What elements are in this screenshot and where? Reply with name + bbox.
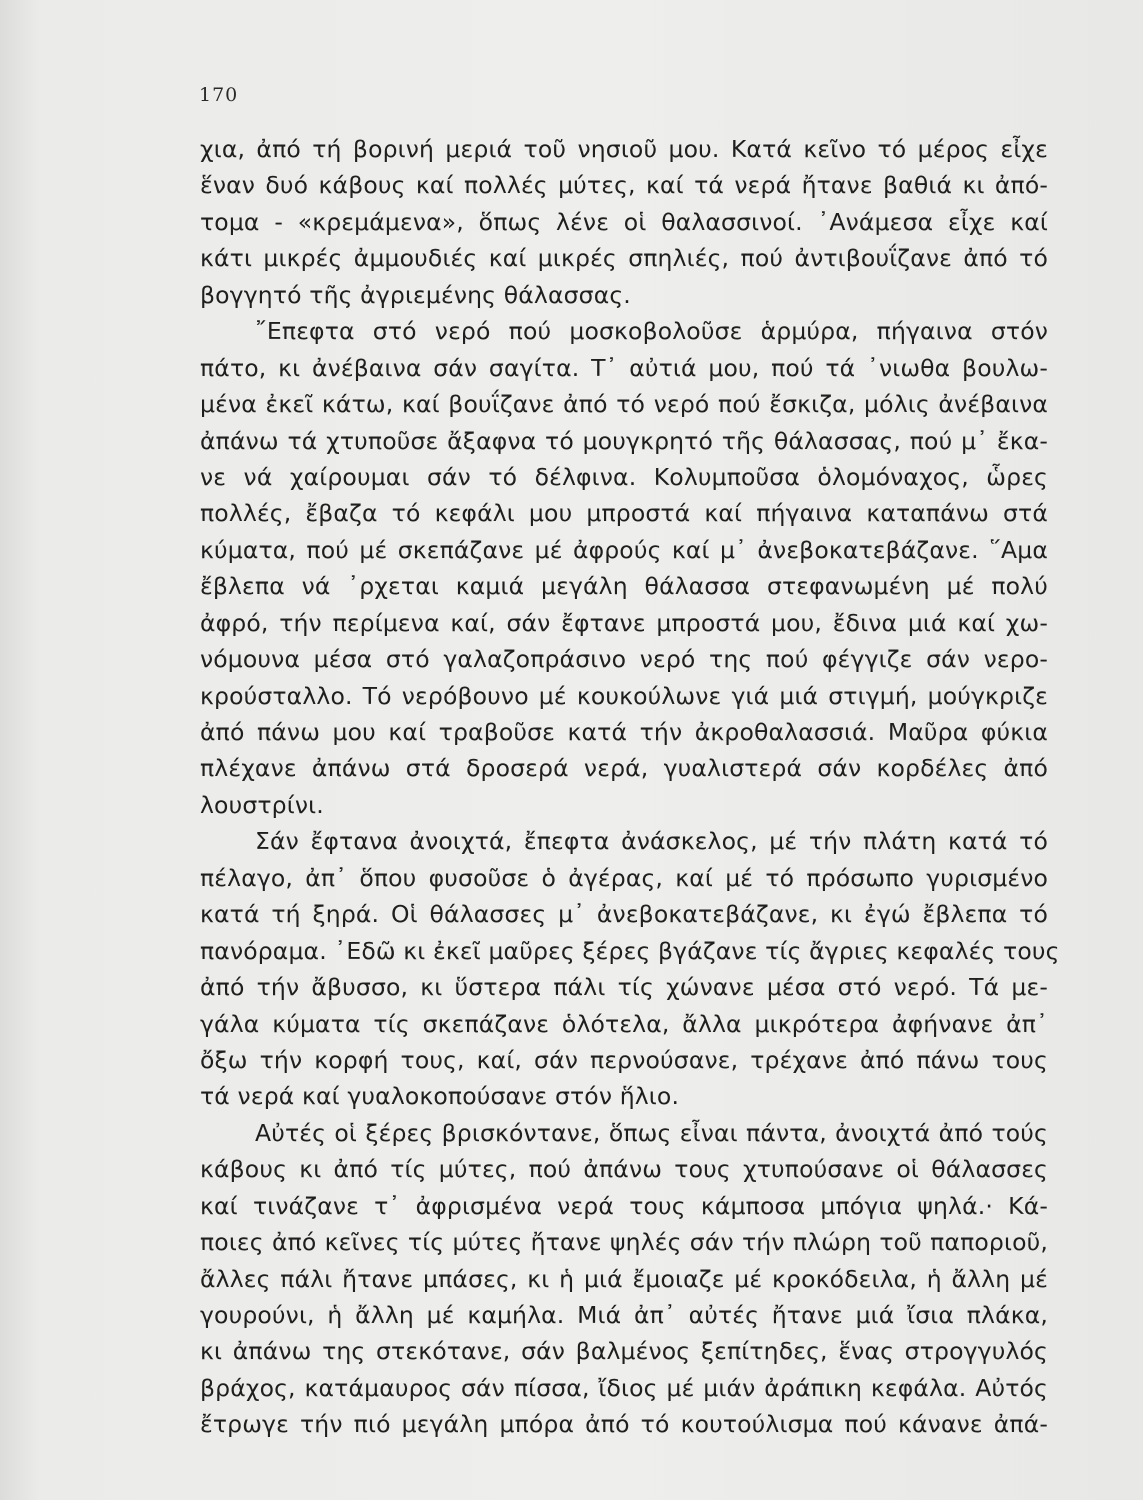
text-line: μένα ἐκεῖ κάτω, καί βουΐζανε ἀπό τό νερό πού ἔσκιζα, μόλις ἀνέβαινα: [200, 390, 1048, 419]
text-line: ἀπό πάνω μου καί τραβοῦσε κατά τήν ἀκροθαλασσιά. Μαῦρα φύκια: [200, 718, 1048, 746]
text-line: κύματα, πού μέ σκεπάζανε μέ ἀφρούς καί μ᾿ ἀνεβοκατεβάζανε. ῞Αμα: [200, 535, 1048, 564]
text-line: κάβους κι ἀπό τίς μύτες, πού ἀπάνω τους χτυπούσανε οἱ θάλασσες: [200, 1155, 1048, 1184]
text-line: ῎Επεφτα στό νερό πού μοσκοβολοῦσε ἁρμύρα, πήγαινα στόν: [255, 317, 1048, 346]
text-line: κάτι μικρές ἀμμουδιές καί μικρές σπηλιές, πού ἀντιβουΐζανε ἀπό τό: [200, 244, 1048, 273]
text-line: τομα - «κρεμάμενα», ὅπως λένε οἱ θαλασσινοί. ᾿Ανάμεσα εἶχε καί: [200, 207, 1048, 236]
text-line: ἀφρό, τήν περίμενα καί, σάν ἔφτανε μπροστά μου, ἔδινα μιά καί χω-: [200, 608, 1048, 637]
text-line: λουστρίνι.: [200, 790, 324, 819]
text-line: ποιες ἀπό κεῖνες τίς μύτες ἤτανε ψηλές σάν τήν πλώρη τοῦ παποριοῦ,: [200, 1228, 1048, 1257]
body-text: [200, 131, 1060, 1443]
text-line: πολλές, ἔβαζα τό κεφάλι μου μπροστά καί πήγαινα καταπάνω στά: [200, 499, 1048, 528]
text-line: βογγητό τῆς ἀγριεμένης θάλασσας.: [200, 280, 631, 309]
text-line: Σάν ἔφτανα ἀνοιχτά, ἔπεφτα ἀνάσκελος, μέ τήν πλάτη κατά τό: [255, 827, 1048, 856]
text-line: κρούσταλλο. Τό νερόβουνο μέ κουκούλωνε γιά μιά στιγμή, μούγκριζε: [200, 681, 1048, 710]
text-line: νε νά χαίρουμαι σάν τό δέλφινα. Κολυμποῦσα ὁλομόναχος, ὧρες: [200, 462, 1048, 491]
text-line: ἀπάνω τά χτυποῦσε ἄξαφνα τό μουγκρητό τῆς θάλασσας, πού μ᾿ ἔκα-: [200, 426, 1048, 455]
text-line: γουρούνι, ἡ ἄλλη μέ καμήλα. Μιά ἀπ᾿ αὐτές ἤτανε μιά ἴσια πλάκα,: [200, 1301, 1048, 1329]
text-line: πάτο, κι ἀνέβαινα σάν σαγίτα. Τ᾿ αὐτιά μου, πού τά ᾿νιωθα βουλω-: [200, 353, 1048, 382]
text-line: ὄξω τήν κορφή τους, καί, σάν περνούσανε, τρέχανε ἀπό πάνω τους: [200, 1045, 1048, 1074]
text-line: νόμουνα μέσα στό γαλαζοπράσινο νερό της πού φέγγιζε σάν νερο-: [200, 645, 1048, 674]
text-line: πλέχανε ἀπάνω στά δροσερά νερά, γυαλιστερά σάν κορδέλες ἀπό: [200, 754, 1048, 783]
text-line: καί τινάζανε τ᾿ ἀφρισμένα νερά τους κάμποσα μπόγια ψηλά.· Κά-: [200, 1191, 1048, 1220]
text-line: ἔβλεπα νά ᾿ρχεται καμιά μεγάλη θάλασσα στεφανωμένη μέ πολύ: [200, 572, 1048, 601]
text-line: πέλαγο, ἀπ᾿ ὅπου φυσοῦσε ὁ ἀγέρας, καί μέ τό πρόσωπο γυρισμένο: [200, 863, 1048, 892]
text-line: ἀπό τήν ἄβυσσο, κι ὕστερα πάλι τίς χώνανε μέσα στό νερό. Τά με-: [200, 973, 1048, 1002]
text-line: κατά τή ξηρά. Οἱ θάλασσες μ᾿ ἀνεβοκατεβάζανε, κι ἐγώ ἔβλεπα τό: [200, 900, 1048, 929]
text-line: χια, ἀπό τή βορινή μεριά τοῦ νησιοῦ μου. Κατά κεῖνο τό μέρος εἶχε: [200, 135, 1048, 163]
text-line: βράχος, κατάμαυρος σάν πίσσα, ἴδιος μέ μιάν ἀράπικη κεφάλα. Αὐτός: [200, 1373, 1048, 1402]
text-line: πανόραμα. ᾿Εδῶ κι ἐκεῖ μαῦρες ξέρες βγάζανε τίς ἄγριες κεφαλές τους: [200, 936, 1060, 965]
page-number: 170: [199, 84, 239, 106]
text-line: ἔτρωγε τήν πιό μεγάλη μπόρα ἀπό τό κουτούλισμα πού κάνανε ἀπά-: [200, 1410, 1048, 1439]
text-line: Αὐτές οἱ ξέρες βρισκόντανε, ὅπως εἶναι πάντα, ἀνοιχτά ἀπό τούς: [255, 1118, 1048, 1147]
text-line: γάλα κύματα τίς σκεπάζανε ὁλότελα, ἄλλα μικρότερα ἀφήνανε ἀπ᾿: [200, 1009, 1048, 1038]
text-line: κι ἀπάνω της στεκότανε, σάν βαλμένος ξεπίτηδες, ἕνας στρογγυλός: [200, 1337, 1048, 1366]
text-line: ἄλλες πάλι ἤτανε μπάσες, κι ἡ μιά ἔμοιαζε μέ κροκόδειλα, ἡ ἄλλη μέ: [200, 1264, 1048, 1293]
text-line: ἕναν δυό κάβους καί πολλές μύτες, καί τά νερά ἤτανε βαθιά κι ἀπό-: [200, 171, 1048, 200]
text-line: τά νερά καί γυαλοκοπούσανε στόν ἥλιο.: [200, 1082, 680, 1111]
